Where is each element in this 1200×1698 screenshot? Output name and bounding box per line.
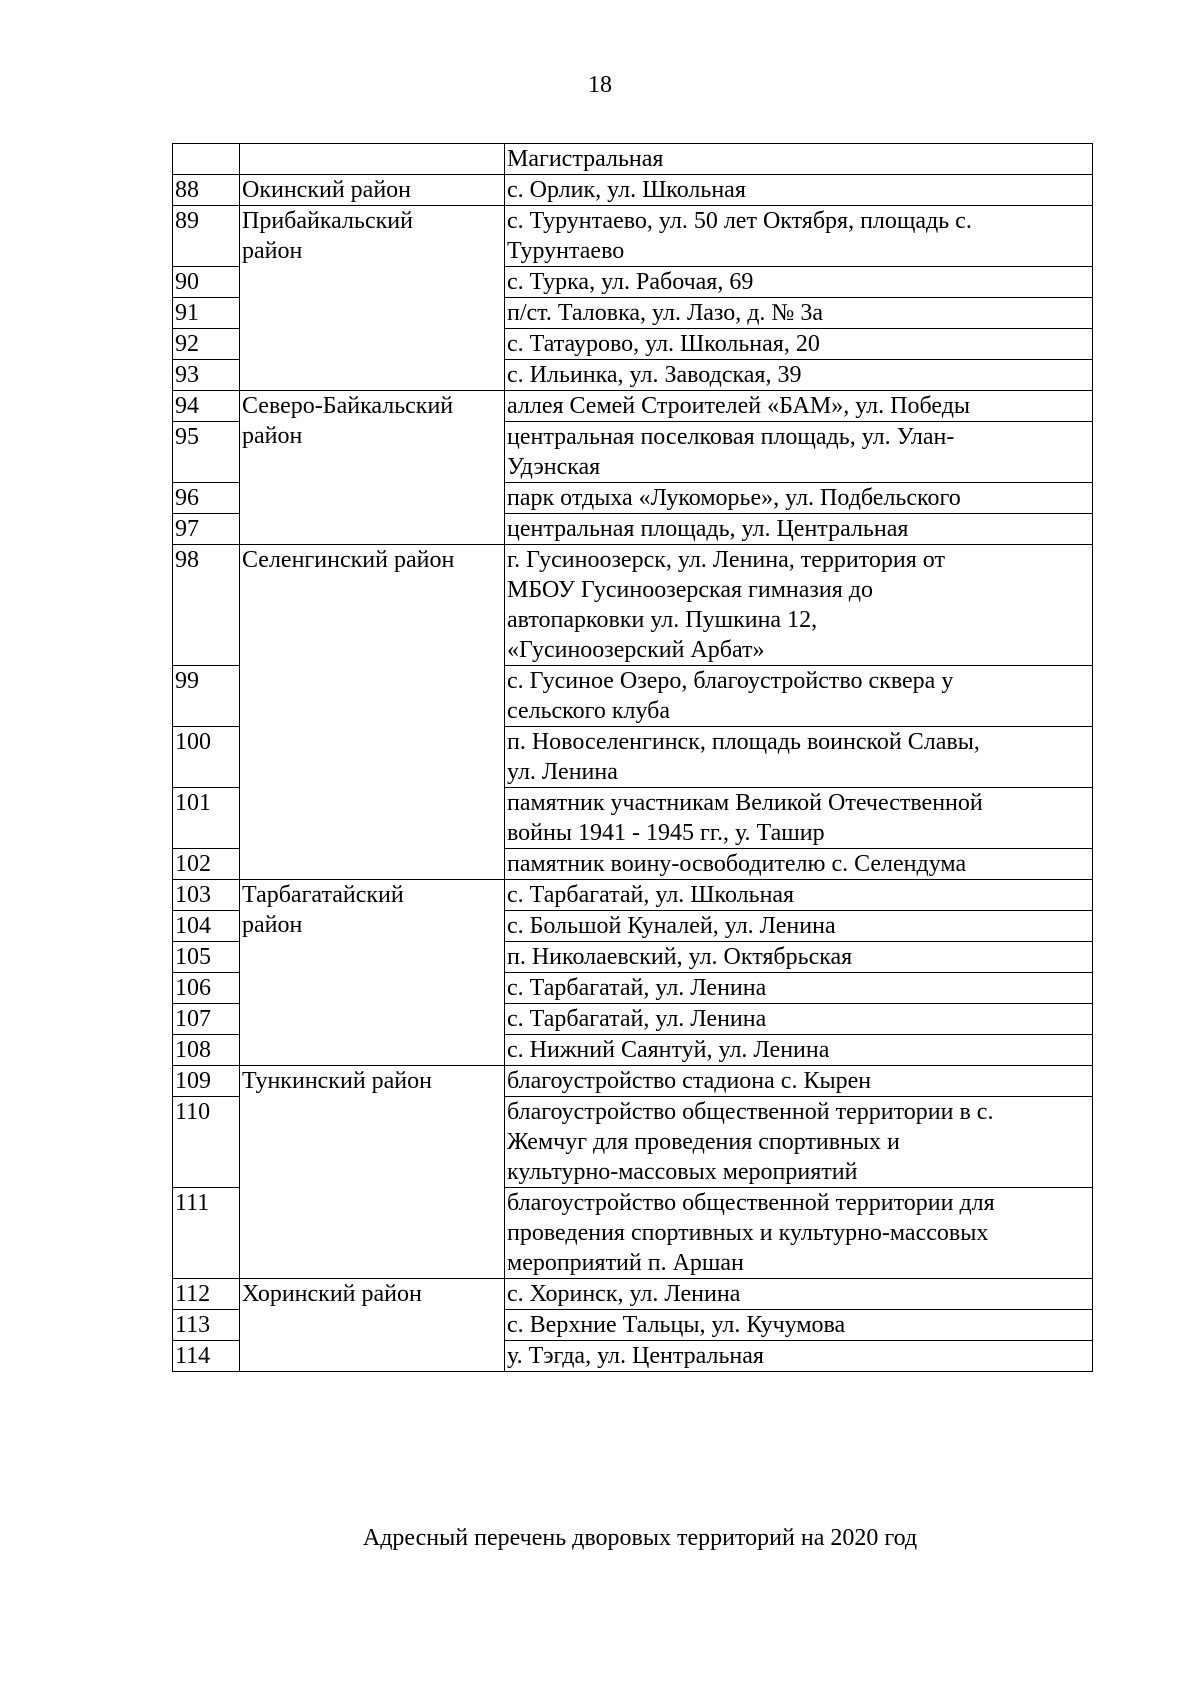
- address: г. Гусиноозерск, ул. Ленина, территория от МБОУ Гусиноозерская гимназия до автопарковки ул. Пушкина 12, «Гусиноозерский Арбат»: [505, 545, 1093, 666]
- address: Магистральная: [505, 144, 1093, 175]
- district-name: Тарбагатайский район: [240, 880, 505, 1066]
- row-number: 113: [173, 1310, 240, 1341]
- address: п. Николаевский, ул. Октябрьская: [505, 942, 1093, 973]
- table-row: [173, 545, 1093, 666]
- address: благоустройство стадиона с. Кырен: [505, 1066, 1093, 1097]
- address: парк отдыха «Лукоморье», ул. Подбельского: [505, 483, 1093, 514]
- row-number: 111: [173, 1188, 240, 1279]
- address: у. Тэгда, ул. Центральная: [505, 1341, 1093, 1372]
- row-number: 96: [173, 483, 240, 514]
- address: аллея Семей Строителей «БАМ», ул. Победы: [505, 391, 1093, 422]
- row-number: 90: [173, 267, 240, 298]
- address: с. Хоринск, ул. Ленина: [505, 1279, 1093, 1310]
- address: с. Ильинка, ул. Заводская, 39: [505, 360, 1093, 391]
- table-row: [173, 391, 1093, 422]
- address: благоустройство общественной территории для проведения спортивных и культурно-массовых мероприятий п. Аршан: [505, 1188, 1093, 1279]
- address: с. Тарбагатай, ул. Школьная: [505, 880, 1093, 911]
- address: с. Нижний Саянтуй, ул. Ленина: [505, 1035, 1093, 1066]
- row-number: 95: [173, 422, 240, 483]
- table-row: [173, 1066, 1093, 1097]
- address: с. Татаурово, ул. Школьная, 20: [505, 329, 1093, 360]
- row-number: 101: [173, 788, 240, 849]
- district-name: Тункинский район: [240, 1066, 505, 1279]
- address: с. Верхние Тальцы, ул. Кучумова: [505, 1310, 1093, 1341]
- address: памятник воину-освободителю с. Селендума: [505, 849, 1093, 880]
- district-name: Северо-Байкальский район: [240, 391, 505, 545]
- row-number: 93: [173, 360, 240, 391]
- row-number: 103: [173, 880, 240, 911]
- address: центральная поселковая площадь, ул. Улан- Удэнская: [505, 422, 1093, 483]
- address: с. Большой Куналей, ул. Ленина: [505, 911, 1093, 942]
- address: п. Новоселенгинск, площадь воинской Славы, ул. Ленина: [505, 727, 1093, 788]
- addresses-table: [172, 143, 1093, 1372]
- district-name: [240, 144, 505, 175]
- address: центральная площадь, ул. Центральная: [505, 514, 1093, 545]
- table-row: [173, 175, 1093, 206]
- row-number: 114: [173, 1341, 240, 1372]
- row-number: 89: [173, 206, 240, 267]
- row-number: [173, 144, 240, 175]
- table-row: [173, 880, 1093, 911]
- address: с. Турунтаево, ул. 50 лет Октября, площадь с. Турунтаево: [505, 206, 1093, 267]
- row-number: 105: [173, 942, 240, 973]
- district-name: Селенгинский район: [240, 545, 505, 880]
- address: благоустройство общественной территории в с. Жемчуг для проведения спортивных и культурно-массовых мероприятий: [505, 1097, 1093, 1188]
- address: с. Тарбагатай, ул. Ленина: [505, 973, 1093, 1004]
- address: с. Турка, ул. Рабочая, 69: [505, 267, 1093, 298]
- table-row: [173, 206, 1093, 267]
- table-row: [173, 1279, 1093, 1310]
- section-heading: Адресный перечень дворовых территорий на 2020 год: [362, 1525, 918, 1551]
- address: с. Гусиное Озеро, благоустройство сквера у сельского клуба: [505, 666, 1093, 727]
- row-number: 94: [173, 391, 240, 422]
- row-number: 104: [173, 911, 240, 942]
- address: п/ст. Таловка, ул. Лазо, д. № 3а: [505, 298, 1093, 329]
- address: с. Орлик, ул. Школьная: [505, 175, 1093, 206]
- page-number: 18: [588, 72, 612, 98]
- district-name: Прибайкальский район: [240, 206, 505, 391]
- row-number: 106: [173, 973, 240, 1004]
- row-number: 108: [173, 1035, 240, 1066]
- row-number: 109: [173, 1066, 240, 1097]
- row-number: 100: [173, 727, 240, 788]
- row-number: 91: [173, 298, 240, 329]
- district-name: Окинский район: [240, 175, 505, 206]
- row-number: 92: [173, 329, 240, 360]
- row-number: 97: [173, 514, 240, 545]
- address: с. Тарбагатай, ул. Ленина: [505, 1004, 1093, 1035]
- district-name: Хоринский район: [240, 1279, 505, 1372]
- row-number: 98: [173, 545, 240, 666]
- row-number: 88: [173, 175, 240, 206]
- address: памятник участникам Великой Отечественной войны 1941 - 1945 гг., у. Ташир: [505, 788, 1093, 849]
- row-number: 107: [173, 1004, 240, 1035]
- table-row: [173, 144, 1093, 175]
- row-number: 112: [173, 1279, 240, 1310]
- row-number: 99: [173, 666, 240, 727]
- row-number: 110: [173, 1097, 240, 1188]
- row-number: 102: [173, 849, 240, 880]
